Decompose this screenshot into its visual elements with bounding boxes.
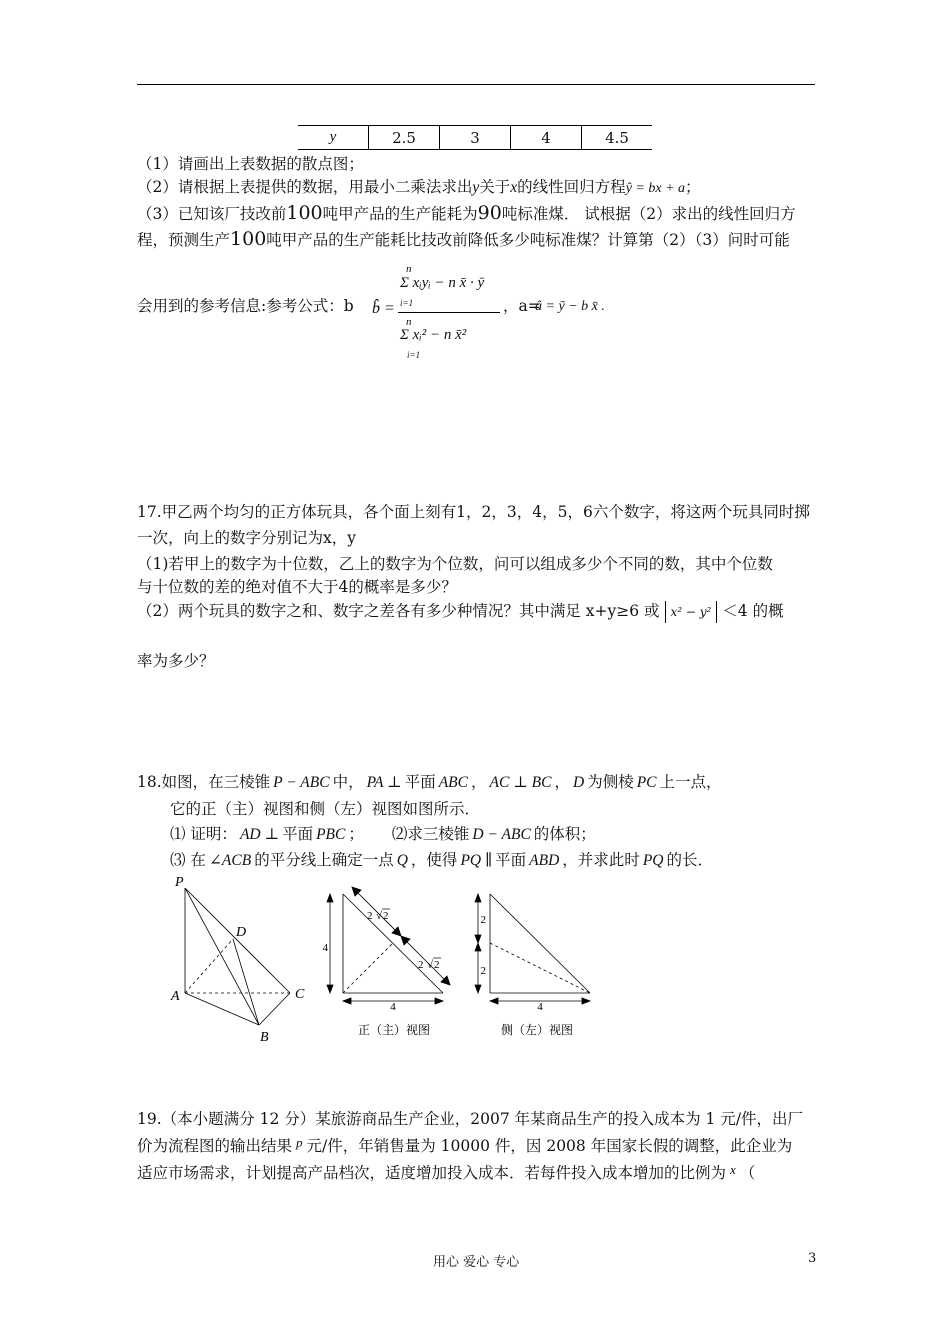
q17-line6: 率为多少？	[137, 652, 215, 670]
arrow-down-icon	[327, 985, 333, 993]
formula-denominator: Σ xᵢ² − n x̄²	[400, 327, 467, 343]
table-cell: 4.5	[582, 126, 653, 150]
table-row	[298, 126, 652, 150]
q19-line1: 19.（本小题满分 12 分）某旅游商品生产企业，2007 年某商品生产的投入成本为 1 元/件，出厂	[137, 1110, 804, 1128]
formula-sum-top: n	[406, 263, 412, 275]
side-view	[475, 894, 590, 1004]
q16-part3-line2: 程，预测生产100吨甲产品的生产能耗比技改前降低多少吨标准煤？计算第（2）（3）问时可能	[137, 228, 790, 250]
q17-line4: 与十位数的差的绝对值不大于4的概率是多少？	[137, 578, 457, 596]
page-number: 3	[808, 1251, 817, 1266]
front-view-caption: 正（主）视图	[357, 1023, 431, 1037]
side-width-label: 4	[537, 1001, 543, 1013]
q17-line3: （1)若甲上的数字为十位数，乙上的数字为个位数，问可以组成多少个不同的数，其中个位数	[137, 555, 773, 573]
edge-DB	[233, 939, 259, 1025]
formula-sum-bottom: i=1	[400, 298, 414, 308]
q17-line2: 一次，向上的数字分别记为x，y	[137, 529, 356, 547]
table-cell: 4	[511, 126, 582, 150]
edge-AB	[185, 993, 259, 1025]
table-cell: 2.5	[369, 126, 440, 150]
svg-text:2: 2	[418, 959, 424, 971]
label-C: C	[295, 987, 305, 1002]
arrow-down-icon	[475, 985, 481, 993]
edge-BC	[259, 993, 290, 1025]
q16-part3-line1: （3）已知该厂技改前100吨甲产品的生产能耗为90吨标准煤． 试根据（2）求出的线性回归方	[137, 202, 796, 224]
arrow-up-icon	[475, 943, 481, 951]
edge-PB	[185, 888, 259, 1025]
formula-den-sum-top: n	[406, 316, 412, 328]
header-rule	[137, 84, 815, 85]
formula-ahat: â = ȳ − b x̄ .	[535, 299, 605, 314]
table-cell: 3	[440, 126, 511, 150]
q16-part1: （1）请画出上表数据的散点图；	[137, 155, 364, 173]
front-edge-hyp	[343, 894, 443, 993]
formula-bhat: b̂ =	[372, 300, 395, 317]
front-diag-label-1	[367, 909, 390, 922]
q16-formula-lead: 会用到的参考信息:参考公式：b	[137, 297, 354, 315]
abs-value-expr: x² − y²	[665, 601, 718, 623]
front-view	[327, 887, 450, 1004]
label-B: B	[260, 1030, 269, 1045]
data-table	[298, 125, 652, 150]
arrow-down-icon	[475, 935, 481, 943]
arrow-left-icon	[490, 998, 498, 1004]
svg-text:√: √	[376, 910, 383, 922]
arrow-right-icon	[435, 998, 443, 1004]
side-edge-dashed	[490, 943, 590, 993]
formula-numerator: Σ xᵢyᵢ − n x̄ · ȳ	[400, 275, 485, 291]
label-P: P	[175, 875, 184, 890]
arrow-left-icon	[343, 998, 351, 1004]
svg-text:2: 2	[367, 910, 373, 922]
label-A: A	[171, 989, 180, 1004]
q19-line2: 价为流程图的输出结果 $^p$ 元/件，年销售量为 10000 件，因 2008 年国家长假的调整，此企业为	[137, 1135, 793, 1155]
fraction-bar	[398, 312, 500, 313]
front-diag-label-2	[418, 958, 441, 971]
q18-line3: ⑴ 证明： AD ⊥ 平面 PBC ； ⑵求三棱锥 D − ABC 的体积；	[170, 825, 596, 843]
front-width-label: 4	[390, 1001, 396, 1013]
side-view-caption: 侧（左）视图	[500, 1023, 574, 1037]
footer-slogan: 用心 爱心 专心	[433, 1255, 520, 1270]
arrow-right-icon	[582, 998, 590, 1004]
front-edge-dashed	[343, 943, 393, 993]
svg-text:√: √	[427, 959, 434, 971]
front-height-label: 4	[322, 942, 328, 954]
svg-text:2: 2	[383, 910, 389, 922]
q18-line1: 18.如图，在三棱锥 P − ABC 中， PA ⊥ 平面 ABC ， AC ⊥ BC ， D 为侧棱 PC 上一点，	[137, 773, 722, 791]
side-height-label-1: 2	[480, 914, 486, 926]
edge-PC	[185, 888, 290, 993]
table-row-label: y	[298, 126, 369, 150]
q17-line1: 17.甲乙两个均匀的正方体玩具，各个面上刻有1，2，3，4，5，6六个数字，将这两个玩具同时掷	[137, 503, 810, 521]
q18-figures	[160, 868, 630, 1050]
q19-line3: 适应市场需求，计划提高产品档次，适度增加投入成本．若每件投入成本增加的比例为 $^x$ （	[137, 1162, 756, 1182]
q18-line2: 它的正（主）视图和侧（左）视图如图所示．	[170, 800, 481, 818]
q18-line4: ⑶ 在 ∠ACB 的平分线上确定一点 Q ，使得 PQ ∥ 平面 ABD ，并求此时 PQ 的长．	[170, 851, 713, 869]
edge-AD	[185, 939, 233, 993]
q16-part2: （2）请根据上表提供的数据，用最小二乘法求出y关于x的线性回归方程ŷ = bx + a；	[137, 178, 701, 196]
arrow-up-icon	[475, 894, 481, 902]
pyramid-figure	[185, 888, 290, 1025]
q17-line5: （2）两个玩具的数字之和、数字之差各有多少种情况？其中满足 x+y≥6 或 x² − y² ＜4 的概	[137, 601, 784, 623]
side-edge-hyp	[490, 894, 590, 993]
side-height-label-2: 2	[480, 965, 486, 977]
label-D: D	[236, 925, 247, 940]
arrow-up-icon	[327, 894, 333, 902]
svg-text:2: 2	[434, 959, 440, 971]
formula-den-sum-bottom: i=1	[407, 350, 421, 360]
formula-separator: ，a=	[503, 297, 541, 315]
